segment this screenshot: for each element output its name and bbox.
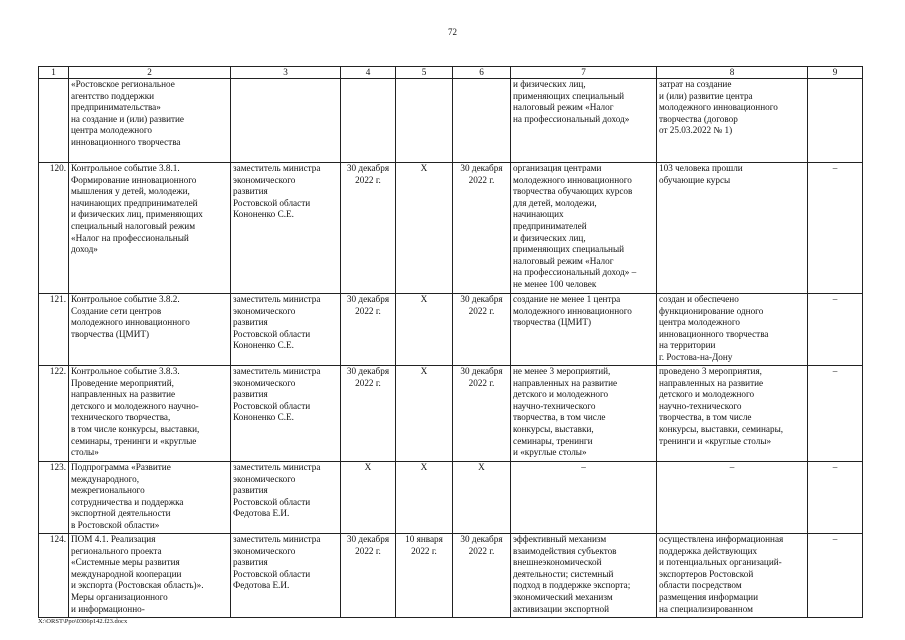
start-fact-cell: Х [396,462,453,534]
result-fact-cell: проведено 3 мероприятия, направленных на развитие детского и молодежного научно-технического творчества, в том числе конкурсы, выставки, семинары, тренинги и «круглые столы» [657,366,808,462]
page-number: 72 [448,27,457,37]
row-number [39,79,69,163]
result-fact-cell: – [657,462,808,534]
note-cell: – [808,462,863,534]
start-plan-cell: 30 декабря 2022 г. [341,294,396,366]
result-plan-cell: – [511,462,657,534]
start-plan-cell: Х [341,462,396,534]
note-cell [808,79,863,163]
column-header: 2 [69,67,231,79]
column-header: 9 [808,67,863,79]
table-row [39,462,863,534]
result-plan-cell: создание не менее 1 центра молодежного инновационного творчества (ЦМИТ) [511,294,657,366]
column-header: 4 [341,67,396,79]
event-cell: Контрольное событие 3.8.3. Проведение мероприятий, направленных на развитие детского и молодежного научно- технического творчества, в том числе конкурсы, выставки, семинары, тренинги и «круглые столы» [69,366,231,462]
note-cell: – [808,534,863,618]
start-fact-cell: Х [396,366,453,462]
table-row [39,294,863,366]
result-fact-cell: затрат на создание и (или) развитие центра молодежного инновационного творчества (договор от 25.03.2022 № 1) [657,79,808,163]
result-plan-cell: не менее 3 мероприятий, направленных на развитие детского и молодежного научно-технического творчества, в том числе конкурсы, выставки, семинары, тренинги и «круглые столы» [511,366,657,462]
end-fact-cell [453,79,511,163]
start-fact-cell: Х [396,294,453,366]
column-header-row [39,67,863,79]
result-plan-cell: эффективный механизм взаимодействия субъектов внешнеэкономической деятельности; системный подход в поддержке экспорта; экономический механизм активизации экспортной [511,534,657,618]
end-fact-cell: 30 декабря 2022 г. [453,366,511,462]
event-cell: Контрольное событие 3.8.1. Формирование инновационного мышления у детей, молодежи, начинающих предпринимателей и физических лиц, применяющих специальный налоговый режим «Налог на профессиональный доход» [69,163,231,294]
responsible-cell: заместитель министра экономического развития Ростовской области Кононенко С.Е. [231,163,341,294]
end-fact-cell: Х [453,462,511,534]
file-path-footer: X:\ORST\Ppo\0306p142.f23.docx [38,618,128,625]
start-plan-cell: 30 декабря 2022 г. [341,366,396,462]
responsible-cell: заместитель министра экономического развития Ростовской области Кононенко С.Е. [231,294,341,366]
table-row [39,534,863,618]
result-fact-cell: 103 человека прошли обучающие курсы [657,163,808,294]
responsible-cell [231,79,341,163]
start-fact-cell [396,79,453,163]
start-fact-cell: Х [396,163,453,294]
column-header: 8 [657,67,808,79]
column-header: 5 [396,67,453,79]
column-header: 3 [231,67,341,79]
end-fact-cell: 30 декабря 2022 г. [453,294,511,366]
result-plan-cell: и физических лиц, применяющих специальный налоговый режим «Налог на профессиональный доход» [511,79,657,163]
table-row [39,79,863,163]
responsible-cell: заместитель министра экономического развития Ростовской области Федотова Е.И. [231,534,341,618]
table-row [39,366,863,462]
event-cell: «Ростовское региональное агентство поддержки предпринимательства» на создание и (или) развитие центра молодежного инновационного творчества [69,79,231,163]
start-plan-cell: 30 декабря 2022 г. [341,534,396,618]
responsible-cell: заместитель министра экономического развития Ростовской области Федотова Е.И. [231,462,341,534]
row-number: 121. [39,294,69,366]
result-fact-cell: создан и обеспечено функционирование одного центра молодежного инновационного творчества на территории г. Ростова-на-Дону [657,294,808,366]
note-cell: – [808,163,863,294]
note-cell: – [808,294,863,366]
start-plan-cell: 30 декабря 2022 г. [341,163,396,294]
row-number: 122. [39,366,69,462]
event-cell: Контрольное событие 3.8.2. Создание сети центров молодежного инновационного творчества (ЦМИТ) [69,294,231,366]
note-cell: – [808,366,863,462]
result-fact-cell: осуществлена информационная поддержка действующих и потенциальных организаций- экспортеров Ростовской области посредством размещения информации на специализированном [657,534,808,618]
column-header: 6 [453,67,511,79]
row-number: 124. [39,534,69,618]
row-number: 123. [39,462,69,534]
responsible-cell: заместитель министра экономического развития Ростовской области Кононенко С.Е. [231,366,341,462]
column-header: 7 [511,67,657,79]
row-number: 120. [39,163,69,294]
event-cell: Подпрограмма «Развитие международного, межрегионального сотрудничества и поддержка экспортной деятельности в Ростовской области» [69,462,231,534]
table-row [39,163,863,294]
start-fact-cell: 10 января 2022 г. [396,534,453,618]
event-cell: ПОМ 4.1. Реализация регионального проекта «Системные меры развития международной кооперации и экспорта (Ростовская область)». Меры организационного и информационно- [69,534,231,618]
result-plan-cell: организация центрами молодежного инновационного творчества обучающих курсов для детей, молодежи, начинающих предпринимателей и физических лиц, применяющих специальный налоговый режим «Налог на профессиональный доход» – не менее 100 человек [511,163,657,294]
report-table [38,66,863,618]
column-header: 1 [39,67,69,79]
end-fact-cell: 30 декабря 2022 г. [453,163,511,294]
start-plan-cell [341,79,396,163]
end-fact-cell: 30 декабря 2022 г. [453,534,511,618]
